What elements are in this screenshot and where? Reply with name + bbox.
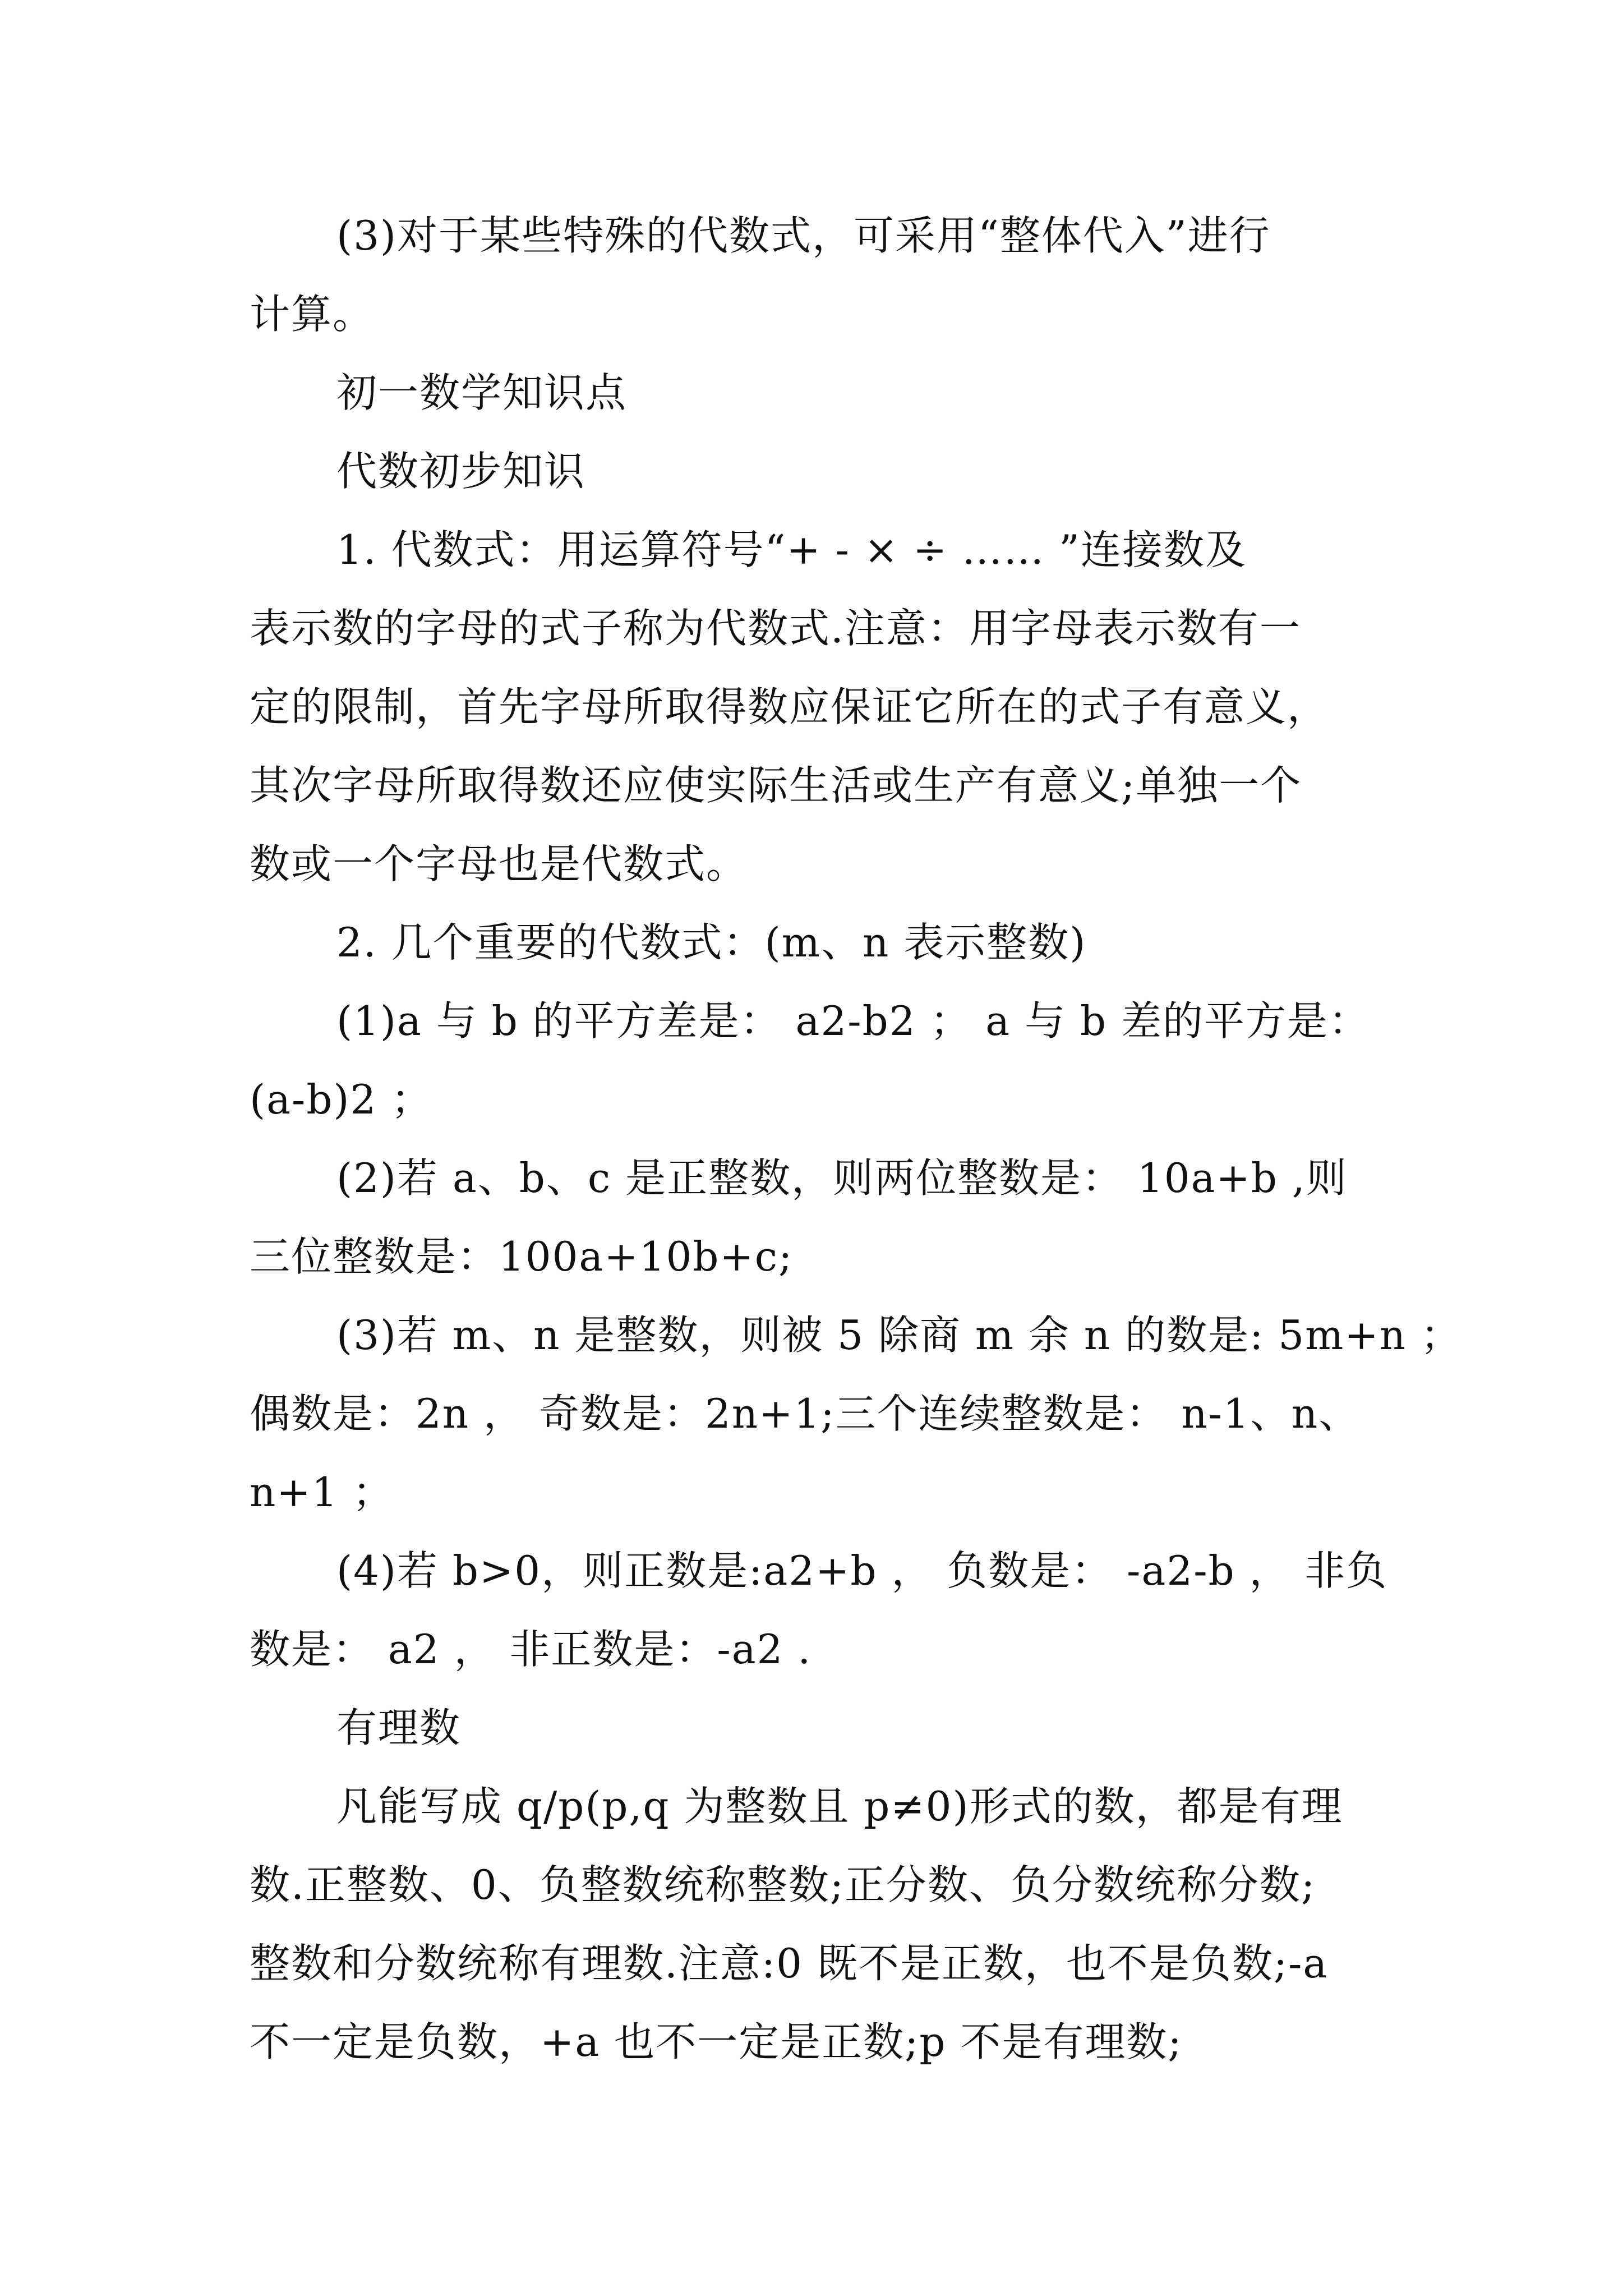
item-3-line-1: (3)若 m、n 是整数，则被 5 除商 m 余 n 的数是: 5m+n ； (336, 1312, 1462, 1359)
paragraph-rational-numbers-line-1: 凡能写成 q/p(p,q 为整数且 p≠0)形式的数，都是有理 (336, 1783, 1343, 1830)
heading-grade-seven-math: 初一数学知识点 (336, 369, 628, 416)
paragraph-algebraic-expression-line-5: 数或一个字母也是代数式。 (250, 840, 748, 887)
heading-rational-numbers: 有理数 (336, 1704, 462, 1751)
paragraph-algebraic-expression-line-1: 1. 代数式：用运算符号“+ - × ÷ …… ”连接数及 (336, 526, 1247, 573)
item-3-line-3: n+1 ； (250, 1469, 394, 1516)
paragraph-algebraic-expression-line-4: 其次字母所取得数还应使实际生活或生产有意义;单独一个 (250, 762, 1302, 809)
paragraph-rational-numbers-line-2: 数.正整数、0、负整数统称整数;正分数、负分数统称分数; (250, 1861, 1316, 1908)
heading-important-expressions: 2. 几个重要的代数式：(m、n 表示整数) (336, 919, 1087, 966)
heading-algebra-basics: 代数初步知识 (336, 448, 586, 495)
item-3-line-2: 偶数是：2n ， 奇数是：2n+1;三个连续整数是： n-1、n、 (250, 1390, 1361, 1437)
paragraph-algebraic-expression-line-2: 表示数的字母的式子称为代数式.注意：用字母表示数有一 (250, 605, 1301, 652)
item-1-line-2: (a-b)2 ； (250, 1076, 433, 1123)
paragraph-rational-numbers-line-4: 不一定是负数，+a 也不一定是正数;p 不是有理数; (250, 2018, 1183, 2065)
paragraph-algebraic-expression-line-3: 定的限制，首先字母所取得数应保证它所在的式子有意义， (250, 683, 1329, 730)
paragraph-overall-substitution-line-2: 计算。 (250, 291, 375, 338)
paragraph-overall-substitution-line-1: (3)对于某些特殊的代数式，可采用“整体代入”进行 (336, 212, 1271, 259)
item-2-line-2: 三位整数是：100a+10b+c; (250, 1233, 794, 1280)
item-1-line-1: (1)a 与 b 的平方差是： a2-b2 ； a 与 b 差的平方是： (336, 997, 1370, 1045)
item-4-line-1: (4)若 b>0，则正数是:a2+b ， 负数是： -a2-b ， 非负 (336, 1547, 1388, 1594)
item-2-line-1: (2)若 a、b、c 是正整数，则两位整数是： 10a+b ,则 (336, 1154, 1348, 1202)
paragraph-rational-numbers-line-3: 整数和分数统称有理数.注意:0 既不是正数，也不是负数;-a (250, 1940, 1329, 1987)
item-4-line-2: 数是： a2 ， 非正数是：-a2 . (250, 1626, 812, 1673)
